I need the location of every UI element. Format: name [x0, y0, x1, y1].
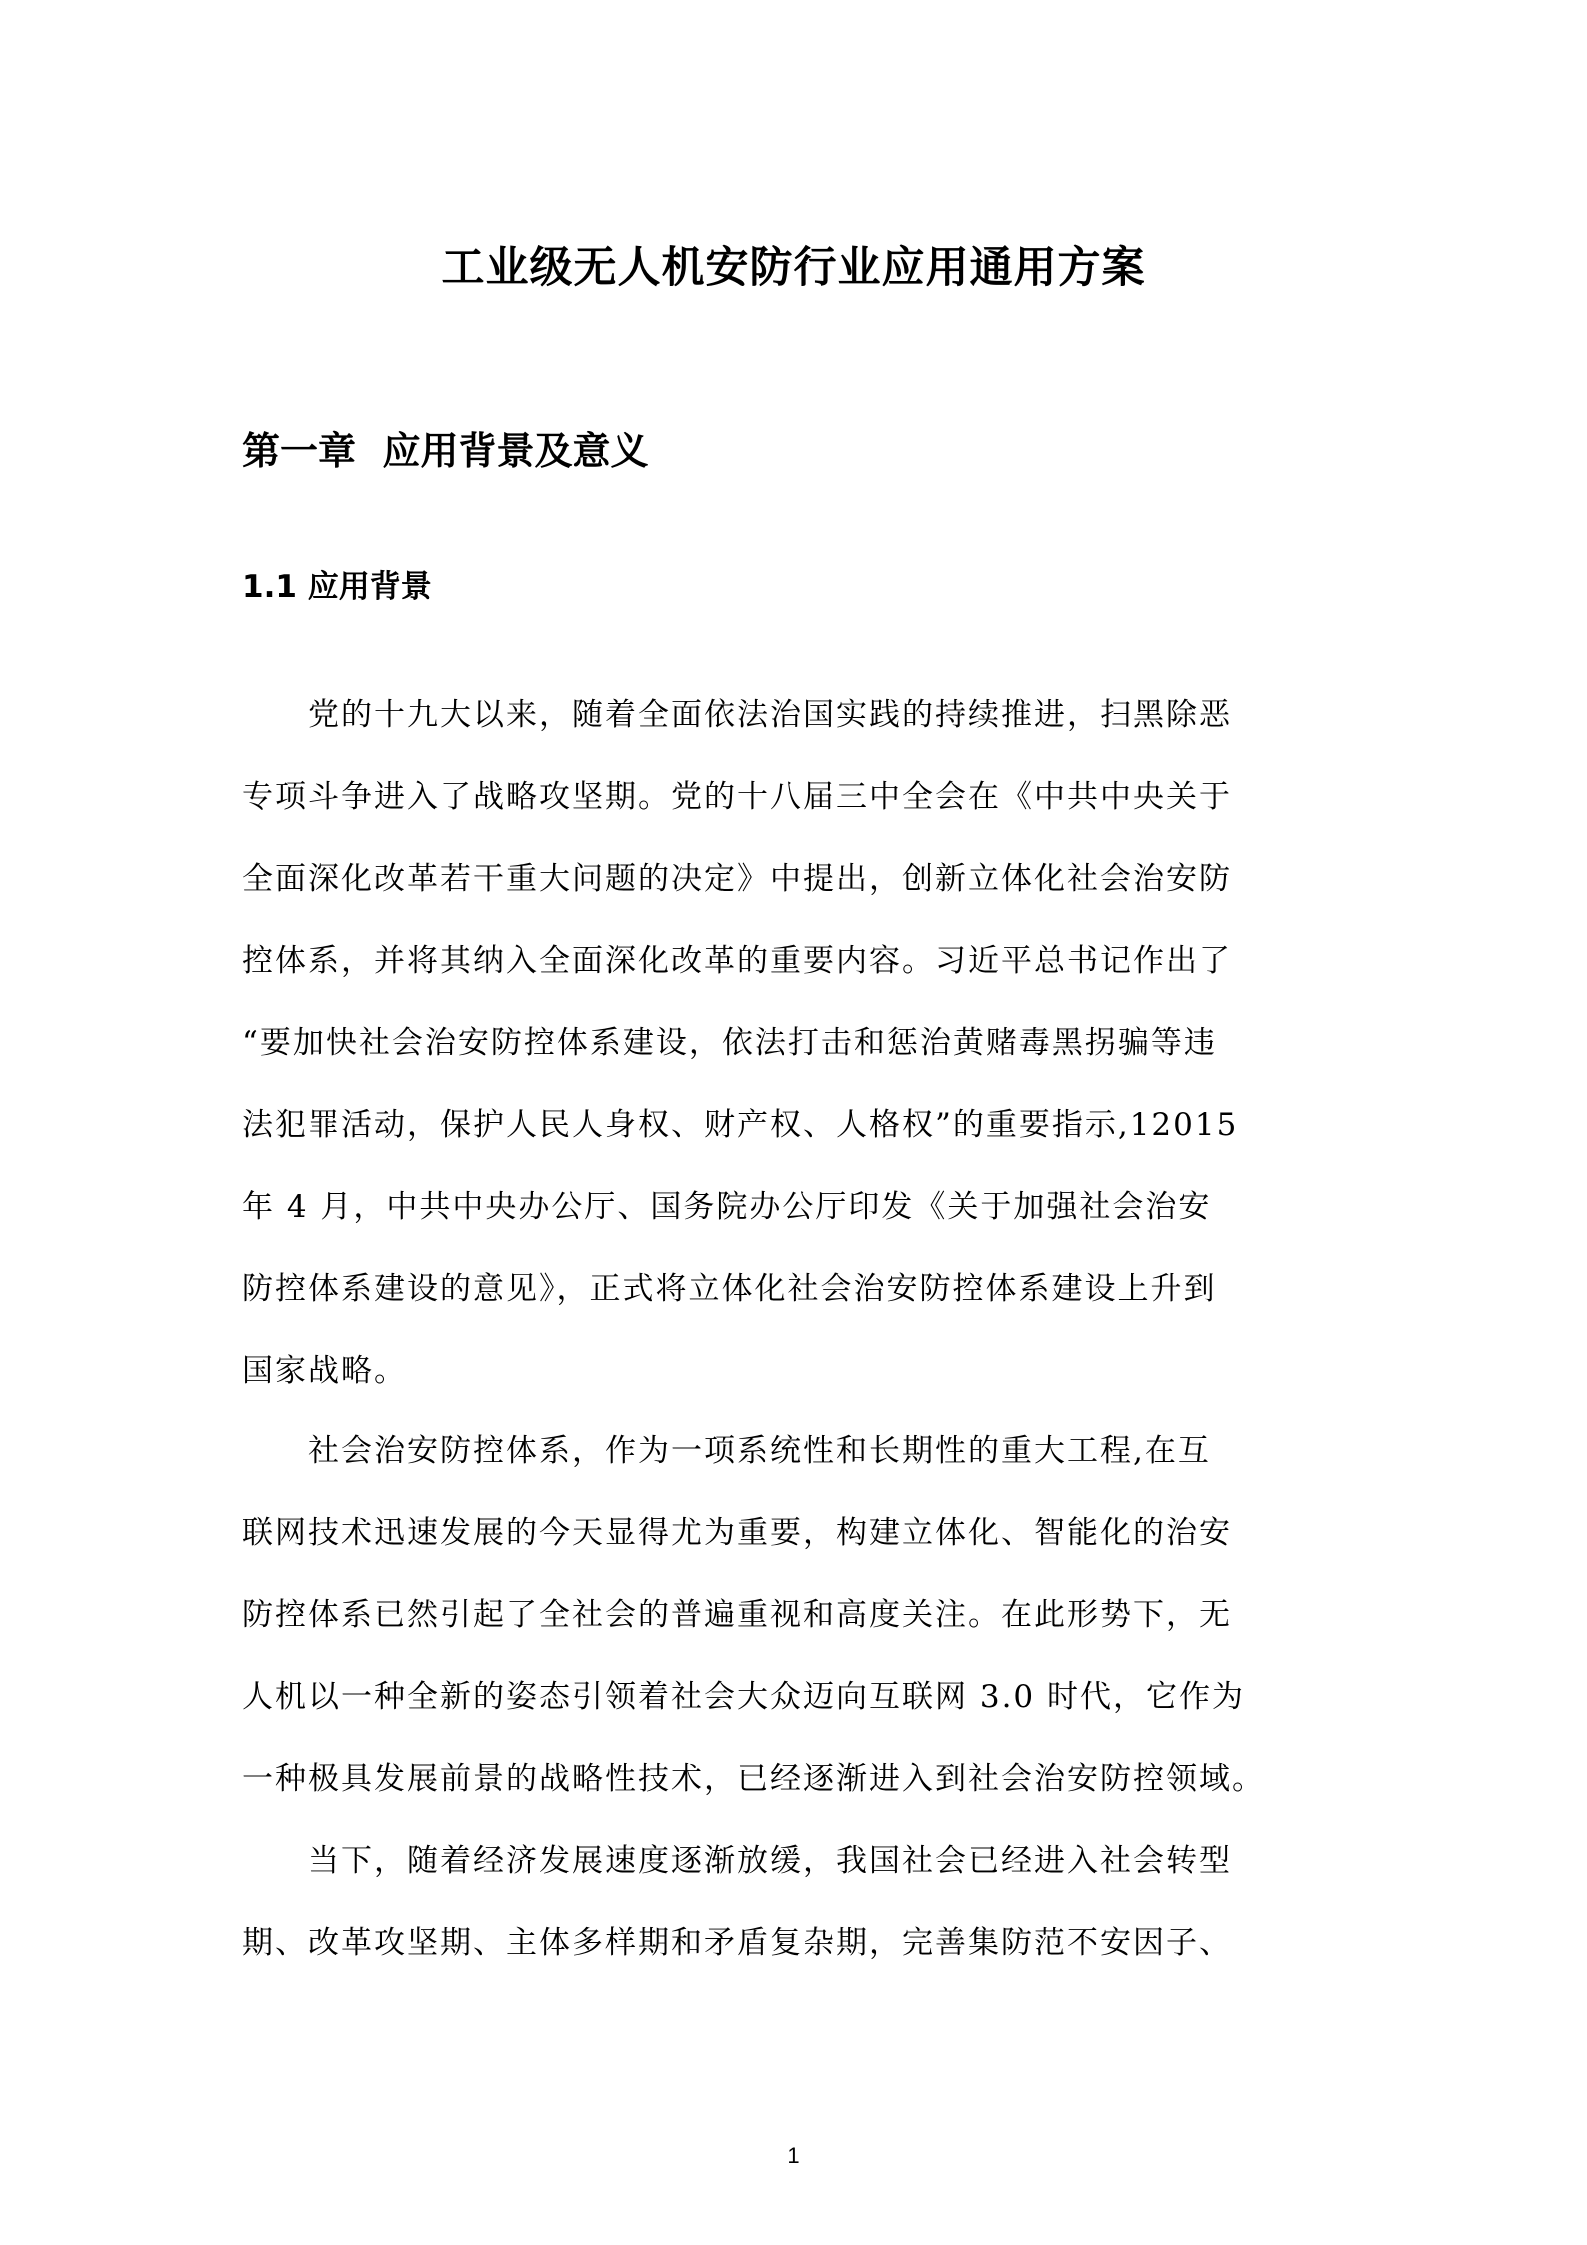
- text-line: 防控体系已然引起了全社会的普遍重视和高度关注。在此形势下，无: [242, 1597, 1232, 1633]
- paragraph-1: [242, 674, 1362, 1412]
- text-line: 法犯罪活动，保护人民人身权、财产权、人格权”的重要指示,12015: [242, 1107, 1239, 1143]
- text-line: “要加快社会治安防控体系建设，依法打击和惩治黄赌毒黑拐骗等违: [242, 1025, 1217, 1061]
- paragraph-3: [242, 1820, 1362, 1984]
- text-line: 党的十九大以来，随着全面依法治国实践的持续推进，扫黑除恶: [242, 697, 1232, 733]
- document-title: 工业级无人机安防行业应用通用方案: [441, 243, 1146, 293]
- text-line: 防控体系建设的意见》，正式将立体化社会治安防控体系建设上升到: [242, 1271, 1217, 1307]
- text-line: 国家战略。: [242, 1353, 407, 1389]
- paragraph-2: [242, 1410, 1362, 1820]
- text-line: 一种极具发展前景的战略性技术，已经逐渐进入到社会治安防控领域。: [242, 1761, 1265, 1797]
- text-line: 期、改革攻坚期、主体多样期和矛盾复杂期，完善集防范不安因子、: [242, 1925, 1232, 1961]
- section-title: 1.1 应用背景: [242, 569, 432, 605]
- text-line: 专项斗争进入了战略攻坚期。党的十八届三中全会在《中共中央关于: [242, 779, 1232, 815]
- text-line: 联网技术迅速发展的今天显得尤为重要，构建立体化、智能化的治安: [242, 1515, 1232, 1551]
- page-number: 1: [787, 2143, 800, 2168]
- text-line: 当下，随着经济发展速度逐渐放缓，我国社会已经进入社会转型: [242, 1843, 1232, 1879]
- text-line: 人机以一种全新的姿态引领着社会大众迈向互联网 3.0 时代，它作为: [242, 1679, 1246, 1715]
- text-line: 年 4 月，中共中央办公厅、国务院办公厅印发《关于加强社会治安: [242, 1189, 1212, 1225]
- text-line: 控体系，并将其纳入全面深化改革的重要内容。习近平总书记作出了: [242, 943, 1232, 979]
- chapter-title: 第一章 应用背景及意义: [242, 429, 649, 473]
- text-line: 社会治安防控体系，作为一项系统性和长期性的重大工程,在互: [242, 1433, 1211, 1469]
- text-line: 全面深化改革若干重大问题的决定》中提出，创新立体化社会治安防: [242, 861, 1232, 897]
